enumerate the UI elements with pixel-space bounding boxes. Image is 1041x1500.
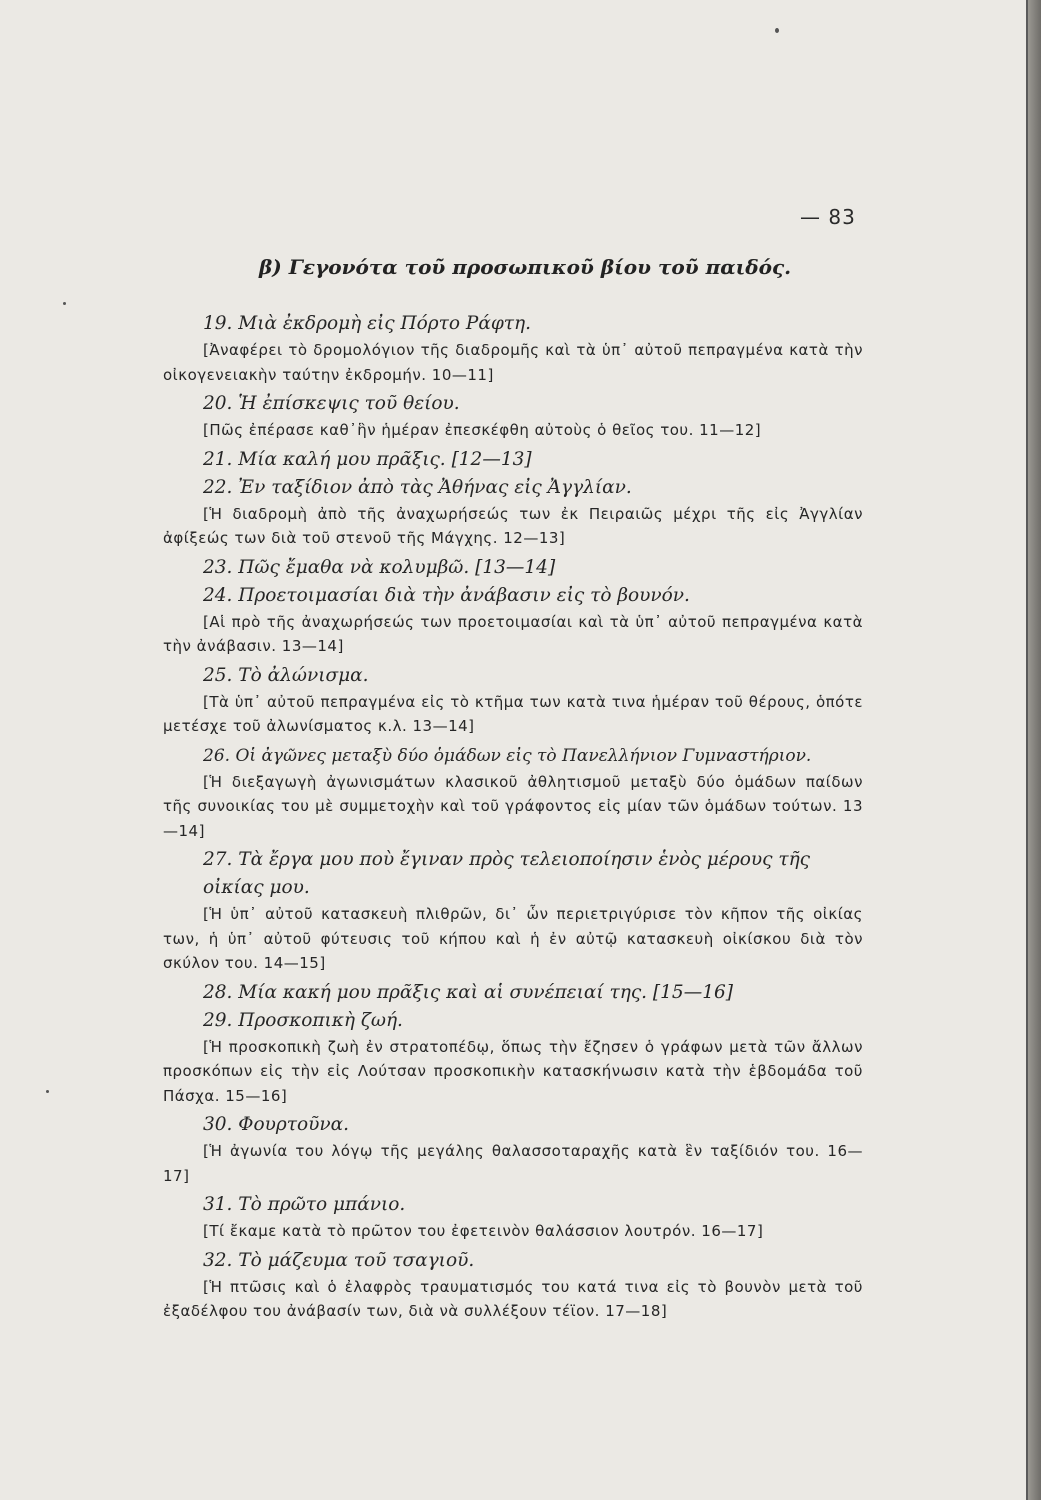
entry-title: 22. Ἐν ταξίδιον ἀπὸ τὰς Ἀθήνας εἰς Ἀγγλίαν. [203, 476, 632, 498]
page-number: — 83 [800, 205, 856, 229]
entry-description: [Ἀναφέρει τὸ δρομολόγιον τῆς διαδρομῆς καὶ τὰ ὑπ᾽ αὐτοῦ πεπραγμένα κατὰ τὴν οἰκογενειακὴν ταύτην ἐκδρομήν. 10—11] [163, 341, 863, 384]
list-item [163, 582, 863, 659]
entry-title: 27. Τὰ ἔργα μου ποὺ ἔγιναν πρὸς τελειοποίησιν ἑνὸς μέρους τῆς οἰκίας μου. [203, 849, 811, 898]
list-item [163, 554, 863, 582]
entry-title: 32. Τὸ μάζευμα τοῦ τσαγιοῦ. [203, 1249, 475, 1271]
entry-description: [Πῶς ἐπέρασε καθ᾽ἣν ἡμέραν ἐπεσκέφθη αὐτοὺς ὁ θεῖος του. 11—12] [203, 421, 762, 439]
entry-title: 28. Μία κακή μου πρᾶξις καὶ αἱ συνέπειαί της. [15—16] [203, 981, 733, 1003]
book-spine-edge [1028, 0, 1041, 1500]
list-item [163, 979, 863, 1007]
entry-title: 20. Ἡ ἐπίσκεψις τοῦ θείου. [203, 393, 460, 414]
list-item [163, 310, 863, 387]
entry-description: [Ἡ ὑπ᾽ αὐτοῦ κατασκευὴ πλιθρῶν, δι᾽ ὧν περιετριγύρισε τὸν κῆπον τῆς οἰκίας των, ἡ ὑπ᾽ αὐτοῦ φύτευσις τοῦ κήπου καὶ ἡ ἐν αὐτῷ κατασκευὴ οἰκίσκου διὰ τὸν σκύλον του. 14—15] [163, 905, 863, 972]
entry-description: [Αἱ πρὸ τῆς ἀναχωρήσεώς των προετοιμασίαι καὶ τὰ ὑπ᾽ αὐτοῦ πεπραγμένα κατὰ τὴν ἀνάβασιν. 13—14] [163, 612, 863, 655]
entry-title: 21. Μία καλή μου πρᾶξις. [12—13] [203, 448, 532, 470]
list-item [163, 846, 863, 976]
paper-speck [46, 1090, 49, 1093]
paper-speck [63, 302, 66, 305]
entry-title: 19. Μιὰ ἐκδρομὴ εἰς Πόρτο Ράφτη. [203, 313, 531, 334]
list-item [163, 1007, 863, 1109]
list-item [163, 446, 863, 474]
list-item [163, 662, 863, 739]
entry-description: [Ἡ ἀγωνία του λόγῳ τῆς μεγάλης θαλασσοταραχῆς κατὰ ἓν ταξίδιόν του. 16—17] [163, 1142, 863, 1185]
entry-title: 30. Φουρτοῦνα. [203, 1114, 349, 1135]
entry-description: [Τί ἔκαμε κατὰ τὸ πρῶτον του ἐφετεινὸν θαλάσσιον λουτρόν. 16—17] [203, 1222, 764, 1240]
list-item [163, 1191, 863, 1244]
entry-description: [Ἡ διεξαγωγὴ ἀγωνισμάτων κλασικοῦ ἀθλητισμοῦ μεταξὺ δύο ὁμάδων παίδων τῆς συνοικίας του μὲ συμμετοχὴν καὶ τοῦ γράφοντος εἰς μίαν τῶν ὁμάδων τούτων. 13—14] [163, 772, 863, 840]
entry-description: [Τὰ ὑπ᾽ αὐτοῦ πεπραγμένα εἰς τὸ κτῆμα των κατὰ τινα ἡμέραν τοῦ θέρους, ὁπότε μετέσχε τοῦ ἀλωνίσματος κ.λ. 13—14] [163, 692, 863, 735]
list-item [163, 1247, 863, 1324]
entry-description: [Ἡ προσκοπικὴ ζωὴ ἐν στρατοπέδῳ, ὅπως τὴν ἔζησεν ὁ γράφων μετὰ τῶν ἄλλων προσκόπων εἰς τὴν εἰς Λούτσαν προσκοπικὴν κατασκήνωσιν κατὰ τὴν ἑβδομάδα τοῦ Πάσχα. 15—16] [163, 1037, 863, 1105]
list-item [163, 1111, 863, 1188]
entry-description: [Ἡ πτῶσις καὶ ὁ ἐλαφρὸς τραυματισμός του κατά τινα εἰς τὸ βουνὸν μετὰ τοῦ ἐξαδέλφου του ἀνάβασίν των, διὰ νὰ συλλέξουν τέϊον. 17—18] [163, 1277, 863, 1320]
entries-list [163, 310, 863, 1327]
section-heading: β) Γεγονότα τοῦ προσωπικοῦ βίου τοῦ παιδός. [259, 255, 792, 279]
entry-title: 29. Προσκοπικὴ ζωή. [203, 1009, 403, 1031]
entry-title: 23. Πῶς ἔμαθα νὰ κολυμβῶ. [13—14] [203, 556, 556, 578]
list-item [163, 474, 863, 551]
entry-title: 25. Τὸ ἀλώνισμα. [203, 664, 369, 686]
list-item [163, 742, 863, 844]
paper-speck [775, 28, 779, 33]
entry-description: [Ἡ διαδρομὴ ἀπὸ τῆς ἀναχωρήσεώς των ἐκ Πειραιῶς μέχρι τῆς εἰς Ἀγγλίαν ἀφίξεώς των διὰ τοῦ στενοῦ τῆς Μάγχης. 12—13] [163, 504, 863, 547]
entry-title: 31. Τὸ πρῶτο μπάνιο. [203, 1194, 406, 1215]
entry-title: 24. Προετοιμασίαι διὰ τὴν ἀνάβασιν εἰς τὸ βουνόν. [203, 584, 690, 606]
list-item [163, 390, 863, 443]
entry-title: 26. Οἱ ἀγῶνες μεταξὺ δύο ὁμάδων εἰς τὸ Πανελλήνιον Γυμναστήριον. [203, 745, 812, 766]
